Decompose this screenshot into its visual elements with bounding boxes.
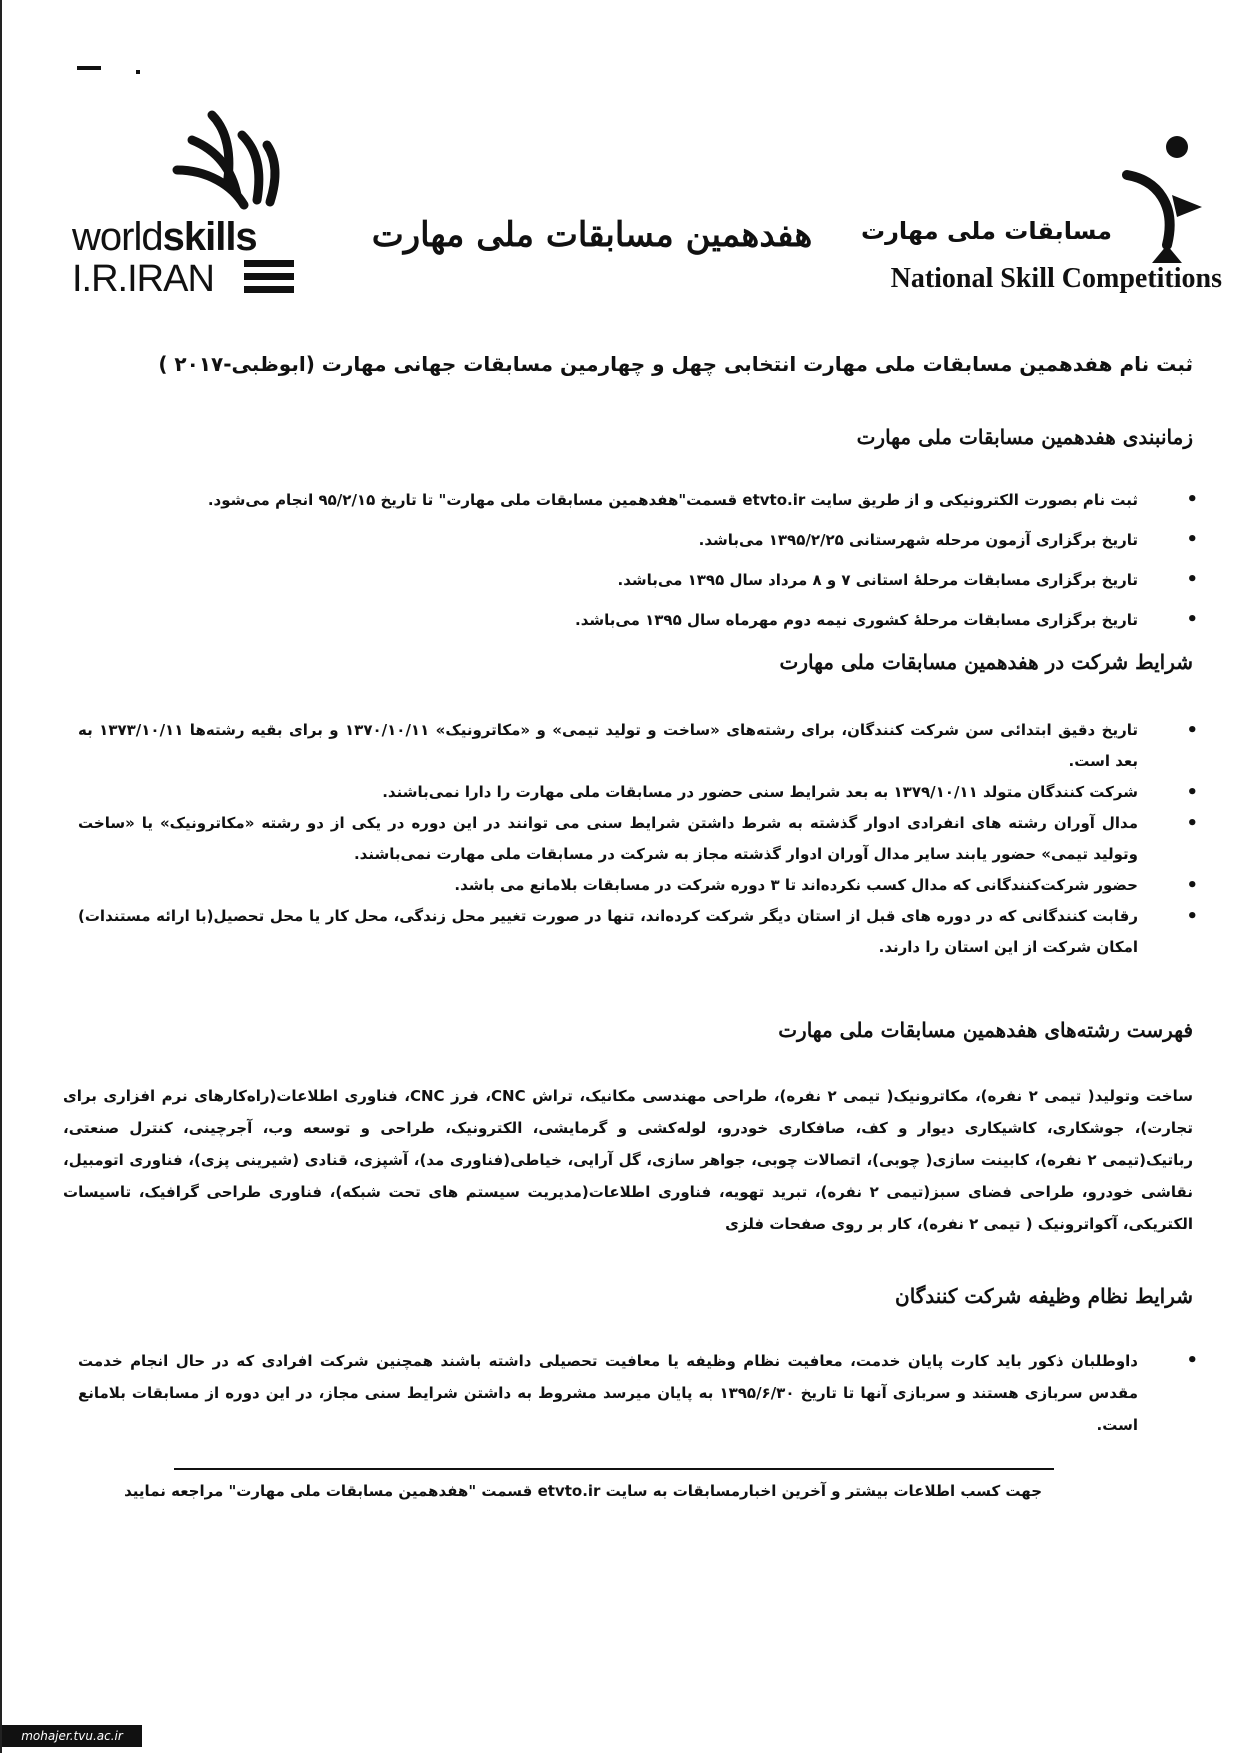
intro-line: ثبت نام هفدهمین مسابقات ملی مهارت انتخابی چهل و چهارمین مسابقات جهانی مهارت (ابوظبی-۲۰۱۷ ): [158, 352, 1193, 376]
national-skill-logo: [860, 135, 1222, 305]
worldskills-logo: [72, 110, 272, 300]
list-item: • تاریخ برگزاری مسابقات مرحلهٔ استانی ۷ و ۸ مرداد سال ۱۳۹۵ می‌باشد.: [78, 568, 1138, 592]
schedule-list: [78, 488, 1138, 648]
list-item: • داوطلبان ذکور باید کارت پایان خدمت، معافیت نظام وظیفه یا معافیت تحصیلی داشته باشند همچنین شرکت افرادی که در حال انجام خدمت مقدس سربازی هستند و سربازی آنها تا تاریخ ۱۳۹۵/۶/۳۰ به پایان میرسد مشروط به داشتن شرایط سنی مجاز، در این دوره از مسابقات بلامانع است.: [78, 1345, 1138, 1441]
worldskills-word: world: [72, 215, 163, 259]
military-heading: شرایط نظام وظیفه شرکت کنندگان: [895, 1284, 1193, 1308]
list-item: • ثبت نام بصورت الکترونیکی و از طریق سایت etvto.ir قسمت"هفدهمین مسابقات ملی مهارت" تا تاریخ ۹۵/۲/۱۵ انجام می‌شود.: [78, 488, 1138, 512]
fields-paragraph: ساخت وتولید( تیمی ۲ نفره)، مکاترونیک( تیمی ۲ نفره)، طراحی مهندسی مکانیک، تراش CNC، فرز CNC، فناوری اطلاعات(راه‌کارهای نرم افزاری برای تجارت)، جوشکاری، کاشیکاری دیوار و کف، صافکاری خودرو، لوله‌کشی و گرمایشی، الکترونیک، طراحی و توسعه وب، آجرچینی، کنترل صنعتی، رباتیک(تیمی ۲ نفره)، کابینت سازی( چوبی)، اتصالات چوبی، جواهر سازی، گل آرایی، خیاطی(فناوری مد)، آشپزی، قنادی (شیرینی پزی)، فناوری اتومبیل، نقاشی خودرو، طراحی فضای سبز(تیمی ۲ نفره)، تبرید تهویه، فناوری اطلاعات(مدیریت سیستم های تحت شبکه)، فناوری طراحی گرافیک، تاسیسات الکتریکی، آکواترونیک ( تیمی ۲ نفره)، کار بر روی صفحات فلزی: [63, 1087, 1193, 1233]
worldskills-bold: skills: [162, 215, 257, 259]
schedule-heading: زمانبندی هفدهمین مسابقات ملی مهارت: [856, 425, 1193, 449]
fields-heading: فهرست رشته‌های هفدهمین مسابقات ملی مهارت: [778, 1018, 1193, 1042]
conditions-heading: شرایط شرکت در هفدهمین مسابقات ملی مهارت: [779, 650, 1193, 674]
national-skill-fa: مسابقات ملی مهارت: [860, 217, 1112, 245]
list-item: • رقابت کنندگانی که در دوره های قبل از استان دیگر شرکت کرده‌اند، تنها در صورت تغییر محل زندگی، محل کار یا محل تحصیل(با ارائه مستندات) امکان شرکت از این استان را دارند.: [78, 901, 1138, 963]
list-item: • مدال آوران رشته های انفرادی ادوار گذشته به شرط داشتن شرایط سنی می توانند در این دوره در یکی از دو رشته «مکاترونیک» یا «ساخت وتولید تیمی» حضور یابند سایر مدال آوران ادوار گذشته مجاز به شرکت در مسابقات ملی مهارت نمی‌باشند.: [78, 808, 1138, 870]
worldskills-wordmark: [72, 215, 257, 260]
worldskills-hand-icon: [172, 110, 322, 210]
list-item: • شرکت کنندگان متولد ۱۳۷۹/۱۰/۱۱ به بعد شرایط سنی حضور در مسابقات ملی مهارت را دارا نمی‌باشند.: [78, 777, 1138, 808]
divider: [174, 1468, 1054, 1470]
footer-note: جهت کسب اطلاعات بیشتر و آخرین اخبارمسابقات به سایت etvto.ir قسمت "هفدهمین مسابقات ملی مهارت" مراجعه نمایید: [124, 1482, 1042, 1500]
national-skill-figure-icon: [1097, 135, 1207, 265]
national-skill-en: National Skill Competitions: [890, 263, 1222, 294]
list-item: • تاریخ برگزاری آزمون مرحله شهرستانی ۱۳۹۵/۲/۲۵ می‌باشد.: [78, 528, 1138, 552]
list-item: • تاریخ دقیق ابتدائی سن شرکت کنندگان، برای رشته‌های «ساخت و تولید تیمی» و «مکاترونیک» ۱۳۷۰/۱۰/۱۱ و برای بقیه رشته‌ها ۱۳۷۳/۱۰/۱۱ به بعد است.: [78, 715, 1138, 777]
scan-speck: [136, 70, 140, 74]
watermark-link[interactable]: mohajer.tvu.ac.ir: [2, 1725, 142, 1747]
scan-speck: [77, 66, 101, 70]
conditions-list: [78, 715, 1138, 963]
worldskills-country: I.R.IRAN: [72, 258, 214, 300]
page-title: هفدهمین مسابقات ملی مهارت: [371, 215, 813, 255]
military-list: [78, 1345, 1138, 1441]
list-item: • تاریخ برگزاری مسابقات مرحلهٔ کشوری نیمه دوم مهرماه سال ۱۳۹۵ می‌باشد.: [78, 608, 1138, 632]
iran-flag-icon: [244, 260, 294, 294]
list-item: • حضور شرکت‌کنندگانی که مدال کسب نکرده‌اند تا ۳ دوره شرکت در مسابقات بلامانع می باشد.: [78, 870, 1138, 901]
